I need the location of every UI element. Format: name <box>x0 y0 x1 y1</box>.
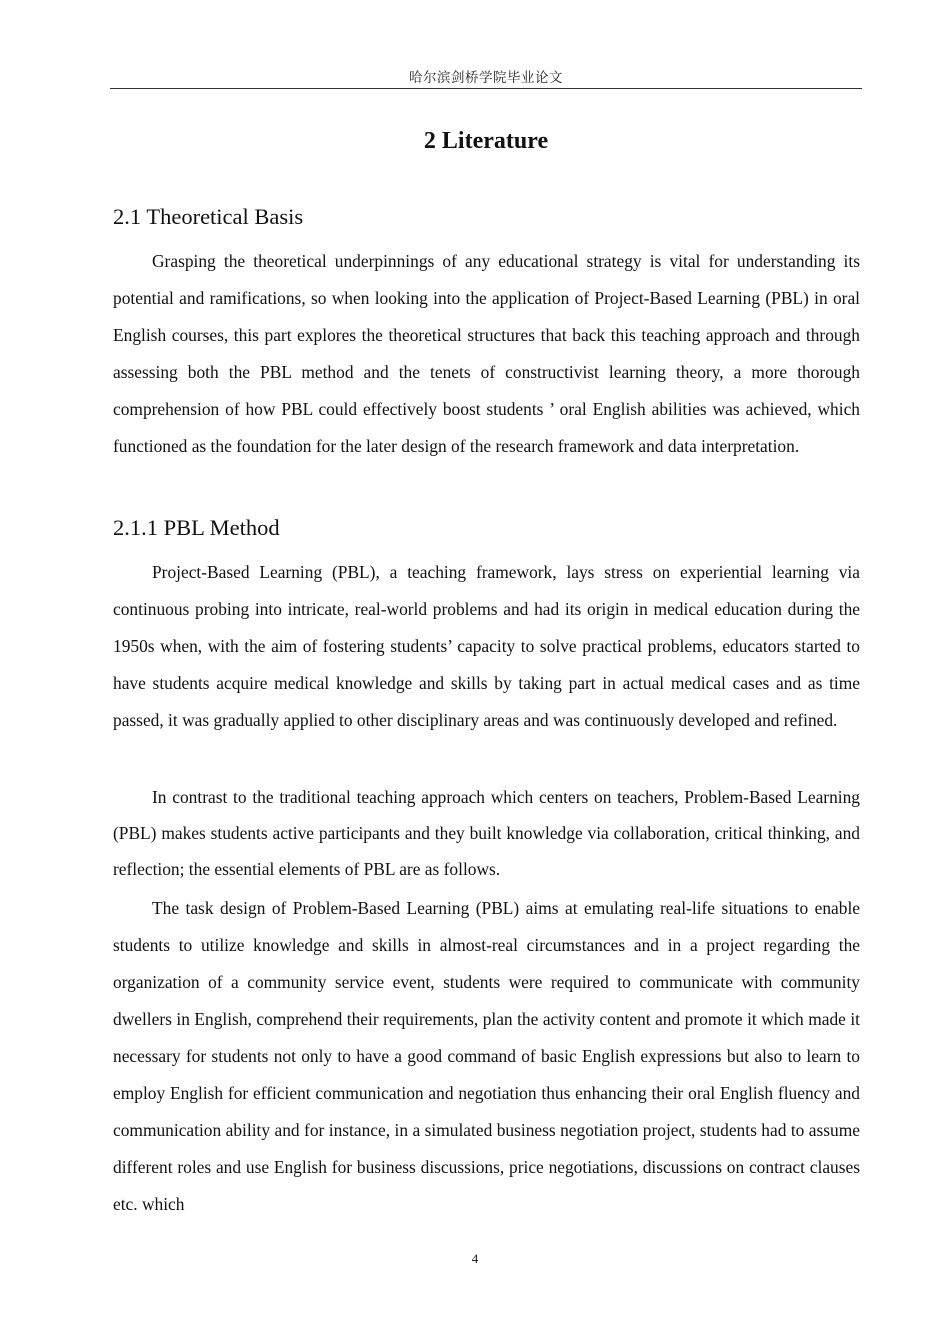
section-heading-2-1: 2.1 Theoretical Basis <box>113 204 304 229</box>
section-heading-2-1-1: 2.1.1 PBL Method <box>113 515 280 540</box>
page-number: 4 <box>471 1251 479 1266</box>
header-rule <box>110 88 862 89</box>
paragraph-pbl-origin: Project-Based Learning (PBL), a teaching framework, lays stress on experiential learning via continuous probing into intricate, real-world problems and had its origin in medical education during the 1950s when, with the aim of fostering students’ capacity to solve practical problems, educators started to have students acquire medical knowledge and skills by taking part in actual medical cases and as time passed, it was gradually applied to other disciplinary areas and was continuously developed and refined. <box>113 562 860 730</box>
paragraph-pbl-task-design: The task design of Problem-Based Learning (PBL) aims at emulating real-life situations to enable students to utilize knowledge and skills in almost-real circumstances and in a project regarding the organization of a community service event, students were required to communicate with community dwellers in English, comprehend their requirements, plan the activity content and promote it which made it necessary for students not only to have a good command of basic English expressions but also to learn to employ English for efficient communication and negotiation thus enhancing their oral English fluency and communication ability and for instance, in a simulated business negotiation project, students had to assume different roles and use English for business discussions, price negotiations, discussions on contract clauses etc. which <box>113 898 860 1214</box>
paragraph-pbl-contrast: In contrast to the traditional teaching approach which centers on teachers, Problem-Based Learning (PBL) makes students active participants and they built knowledge via collaboration, critical thinking, and reflection; the essential elements of PBL are as follows. <box>113 787 860 879</box>
paragraph-theoretical-basis: Grasping the theoretical underpinnings of any educational strategy is vital for understanding its potential and ramifications, so when looking into the application of Project-Based Learning (PBL) in oral English courses, this part explores the theoretical structures that back this teaching approach and through assessing both the PBL method and the tenets of constructivist learning theory, a more thorough comprehension of how PBL could effectively boost students ’ oral English abilities was achieved, which functioned as the foundation for the later design of the research framework and data interpretation. <box>113 251 860 456</box>
running-header: 哈尔滨剑桥学院毕业论文 <box>409 70 563 86</box>
chapter-title: 2 Literature <box>423 128 549 154</box>
